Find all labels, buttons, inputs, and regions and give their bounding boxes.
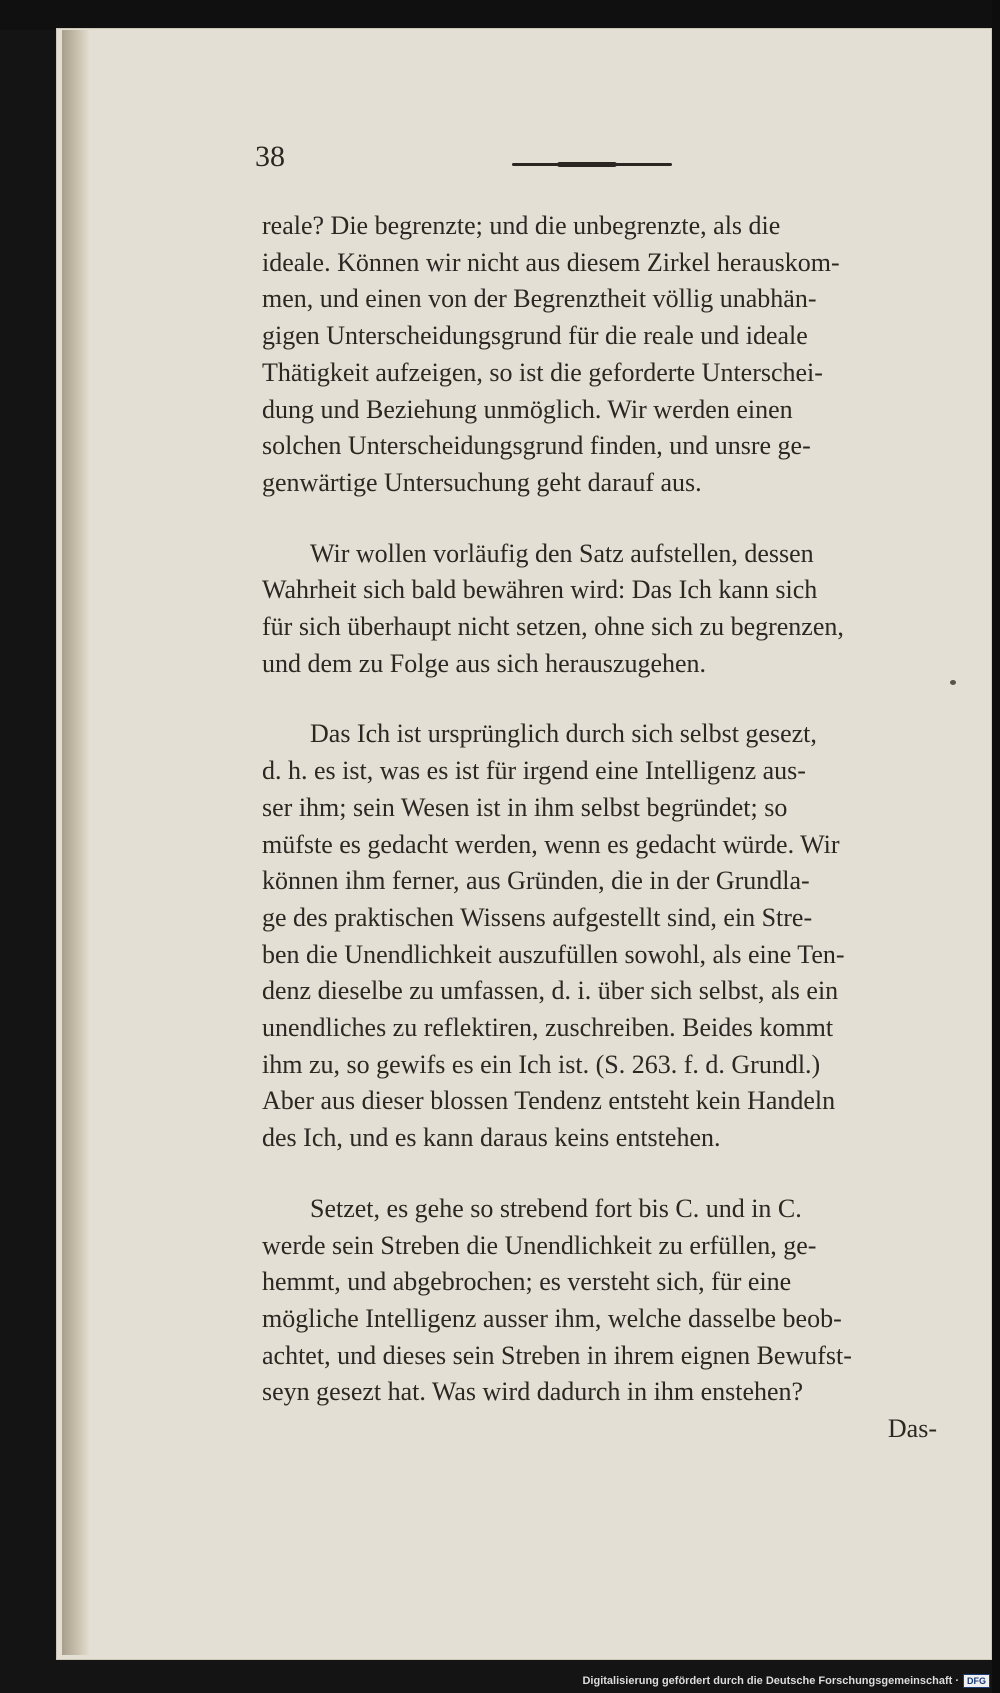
catchword: Das-: [887, 1414, 937, 1444]
dfg-logo: DFG: [963, 1674, 990, 1688]
text-line: ge des praktischen Wissens aufgestellt sind, ein Stre-: [262, 902, 813, 932]
text-line: solchen Unterscheidungsgrund finden, und unsre ge-: [262, 431, 811, 461]
text-line: Wahrheit sich bald bewähren wird: Das Ich kann sich: [262, 575, 818, 605]
text-line: und dem zu Folge aus sich herauszugehen.: [262, 648, 707, 678]
page-text: [262, 208, 937, 1448]
credit-text: Digitalisierung gefördert durch die Deutsche Forschungsgemeinschaft ·: [582, 1675, 959, 1687]
text-line: ideale. Können wir nicht aus diesem Zirkel herauskom-: [262, 247, 840, 277]
paragraph-3: [262, 716, 937, 1156]
page-binding-shadow: [62, 30, 90, 1655]
header-ornament-rule: [512, 163, 672, 166]
text-line: Thätigkeit aufzeigen, so ist die geforderte Unterschei-: [262, 357, 823, 387]
text-line: ser ihm; sein Wesen ist in ihm selbst begründet; so: [262, 792, 788, 822]
text-line: können ihm ferner, aus Gründen, die in der Grundla-: [262, 866, 810, 896]
text-line: reale? Die begrenzte; und die unbegrenzte, als die: [262, 211, 781, 240]
text-line: Das Ich ist ursprünglich durch sich selbst gesezt,: [310, 719, 817, 749]
text-line: mögliche Intelligenz ausser ihm, welche dasselbe beob-: [262, 1303, 842, 1333]
text-line: d. h. es ist, was es ist für irgend eine Intelligenz aus-: [262, 756, 806, 786]
text-line: ben die Unendlichkeit auszufüllen sowohl, als eine Ten-: [262, 939, 845, 969]
paragraph-1: [262, 208, 937, 502]
text-line: seyn gesezt hat. Was wird dadurch in ihm enstehen?: [262, 1377, 804, 1407]
text-line: denz dieselbe zu umfassen, d. i. über sich selbst, als ein: [262, 976, 839, 1006]
text-line: werde sein Streben die Unendlichkeit zu erfüllen, ge-: [262, 1230, 817, 1260]
text-line: ihm zu, so gewifs es ein Ich ist. (S. 263. f. d. Grundl.): [262, 1049, 821, 1079]
text-line: achtet, und dieses sein Streben in ihrem eignen Bewufst-: [262, 1340, 852, 1370]
text-line: gigen Unterscheidungsgrund für die reale und ideale: [262, 321, 808, 351]
text-line: unendliches zu reflektiren, zuschreiben. Beides kommt: [262, 1013, 834, 1043]
paragraph-4: [262, 1191, 937, 1411]
page-number: 38: [255, 140, 285, 173]
text-line: Setzet, es gehe so strebend fort bis C. und in C.: [310, 1193, 802, 1223]
text-line: men, und einen von der Begrenztheit völlig unabhän-: [262, 284, 817, 314]
scan-right-border: [992, 0, 1000, 1693]
scan-top-border: [0, 0, 1000, 30]
text-line: für sich überhaupt nicht setzen, ohne sich zu begrenzen,: [262, 612, 844, 642]
text-line: Wir wollen vorläufig den Satz aufstellen, dessen: [310, 538, 814, 568]
text-line: Aber aus dieser blossen Tendenz entsteht kein Handeln: [262, 1086, 836, 1116]
text-line: dung und Beziehung unmöglich. Wir werden einen: [262, 394, 793, 424]
ink-speck: [950, 680, 956, 685]
text-line: des Ich, und es kann daraus keins entstehen.: [262, 1123, 721, 1153]
paragraph-2: [262, 536, 937, 683]
text-line: müfste es gedacht werden, wenn es gedacht würde. Wir: [262, 829, 840, 859]
text-line: hemmt, und abgebrochen; es versteht sich, für eine: [262, 1267, 792, 1297]
text-line: genwärtige Untersuchung geht darauf aus.: [262, 467, 702, 497]
digitization-credit: [582, 1674, 990, 1688]
